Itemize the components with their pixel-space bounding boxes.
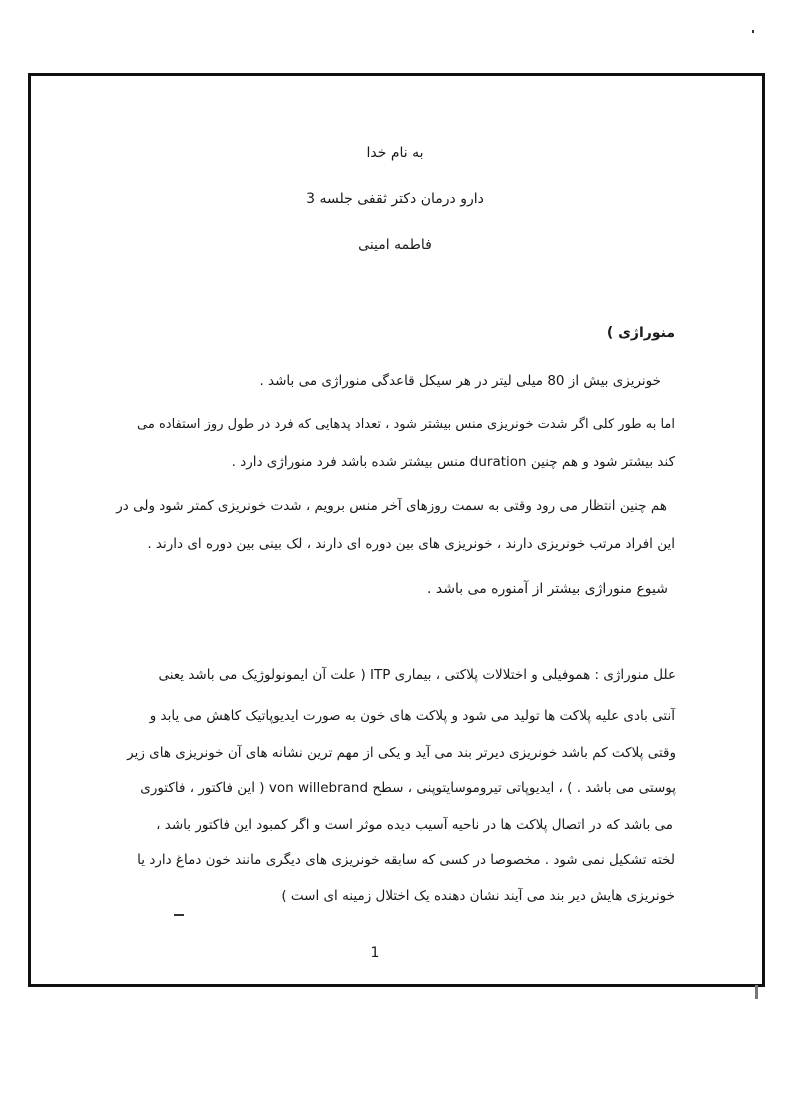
paragraph-line: شیوع منوراژی بیشتر از آمنوره می باشد . [426,581,668,597]
section-heading-menorrhagia: منوراژی ) [606,325,675,341]
page-border [28,73,765,987]
author-name: فاطمه امینی [358,237,432,253]
paragraph-line: علل منوراژی : هموفیلی و اختلالات پلاکتی ، بیماری ITP ( علت آن ایمونولوژیک می باشد یعنی [158,667,676,683]
scan-speck [755,985,758,999]
paragraph-line: خونریزی بیش از 80 میلی لیتر در هر سیکل قاعدگی منوراژی می باشد . [259,373,661,389]
scan-speck [752,30,754,33]
paragraph-line: خونریزی هایش دیر بند می آیند نشان دهنده یک اختلال زمینه ای است ) [281,888,675,904]
paragraph-line: وقتی پلاکت کم باشد خونریزی دیرتر بند می آید و یکی از مهم ترین نشانه های آن خونریزی های زیر [127,745,676,761]
basmala: به نام خدا [366,145,424,161]
paragraph-line: اما به طور کلی اگر شدت خونریزی منس بیشتر شود ، تعداد پدهایی که فرد در طول روز استفاده می [137,417,675,432]
page-number: 1 [370,945,380,961]
paragraph-line: هم چنین انتظار می رود وقتی به سمت روزهای آخر منس برویم ، شدت خونریزی کمتر شود ولی در [116,498,667,514]
paragraph-line: لخته تشکیل نمی شود . مخصوصا در کسی که سابقه خونریزی های دیگری مانند خون دماغ دارد یا [137,852,675,868]
course-title: دارو درمان دکتر ثقفی جلسه 3 [306,191,484,207]
paragraph-line: پوستی می باشد . ) ، ایدیوپاتی تیروموسایتوپنی ، سطح von willebrand ( این فاکتور ، فاکتوری [140,780,676,796]
paragraph-line: می باشد که در اتصال پلاکت ها در ناحیه آسیب دیده موثر است و اگر کمبود این فاکتور باشد ، [156,817,673,833]
scan-speck [174,914,184,916]
paragraph-line: کند بیشتر شود و هم چنین duration منس بیشتر شده باشد فرد منوراژی دارد . [231,454,675,470]
paragraph-line: این افراد مرتب خونریزی دارند ، خونریزی های بین دوره ای دارند ، لک بینی بین دوره ای دارند . [147,536,675,552]
paragraph-line: آنتی بادی علیه پلاکت ها تولید می شود و پلاکت های خون به صورت ایدیوپاتیک کاهش می یابد و [149,708,675,724]
